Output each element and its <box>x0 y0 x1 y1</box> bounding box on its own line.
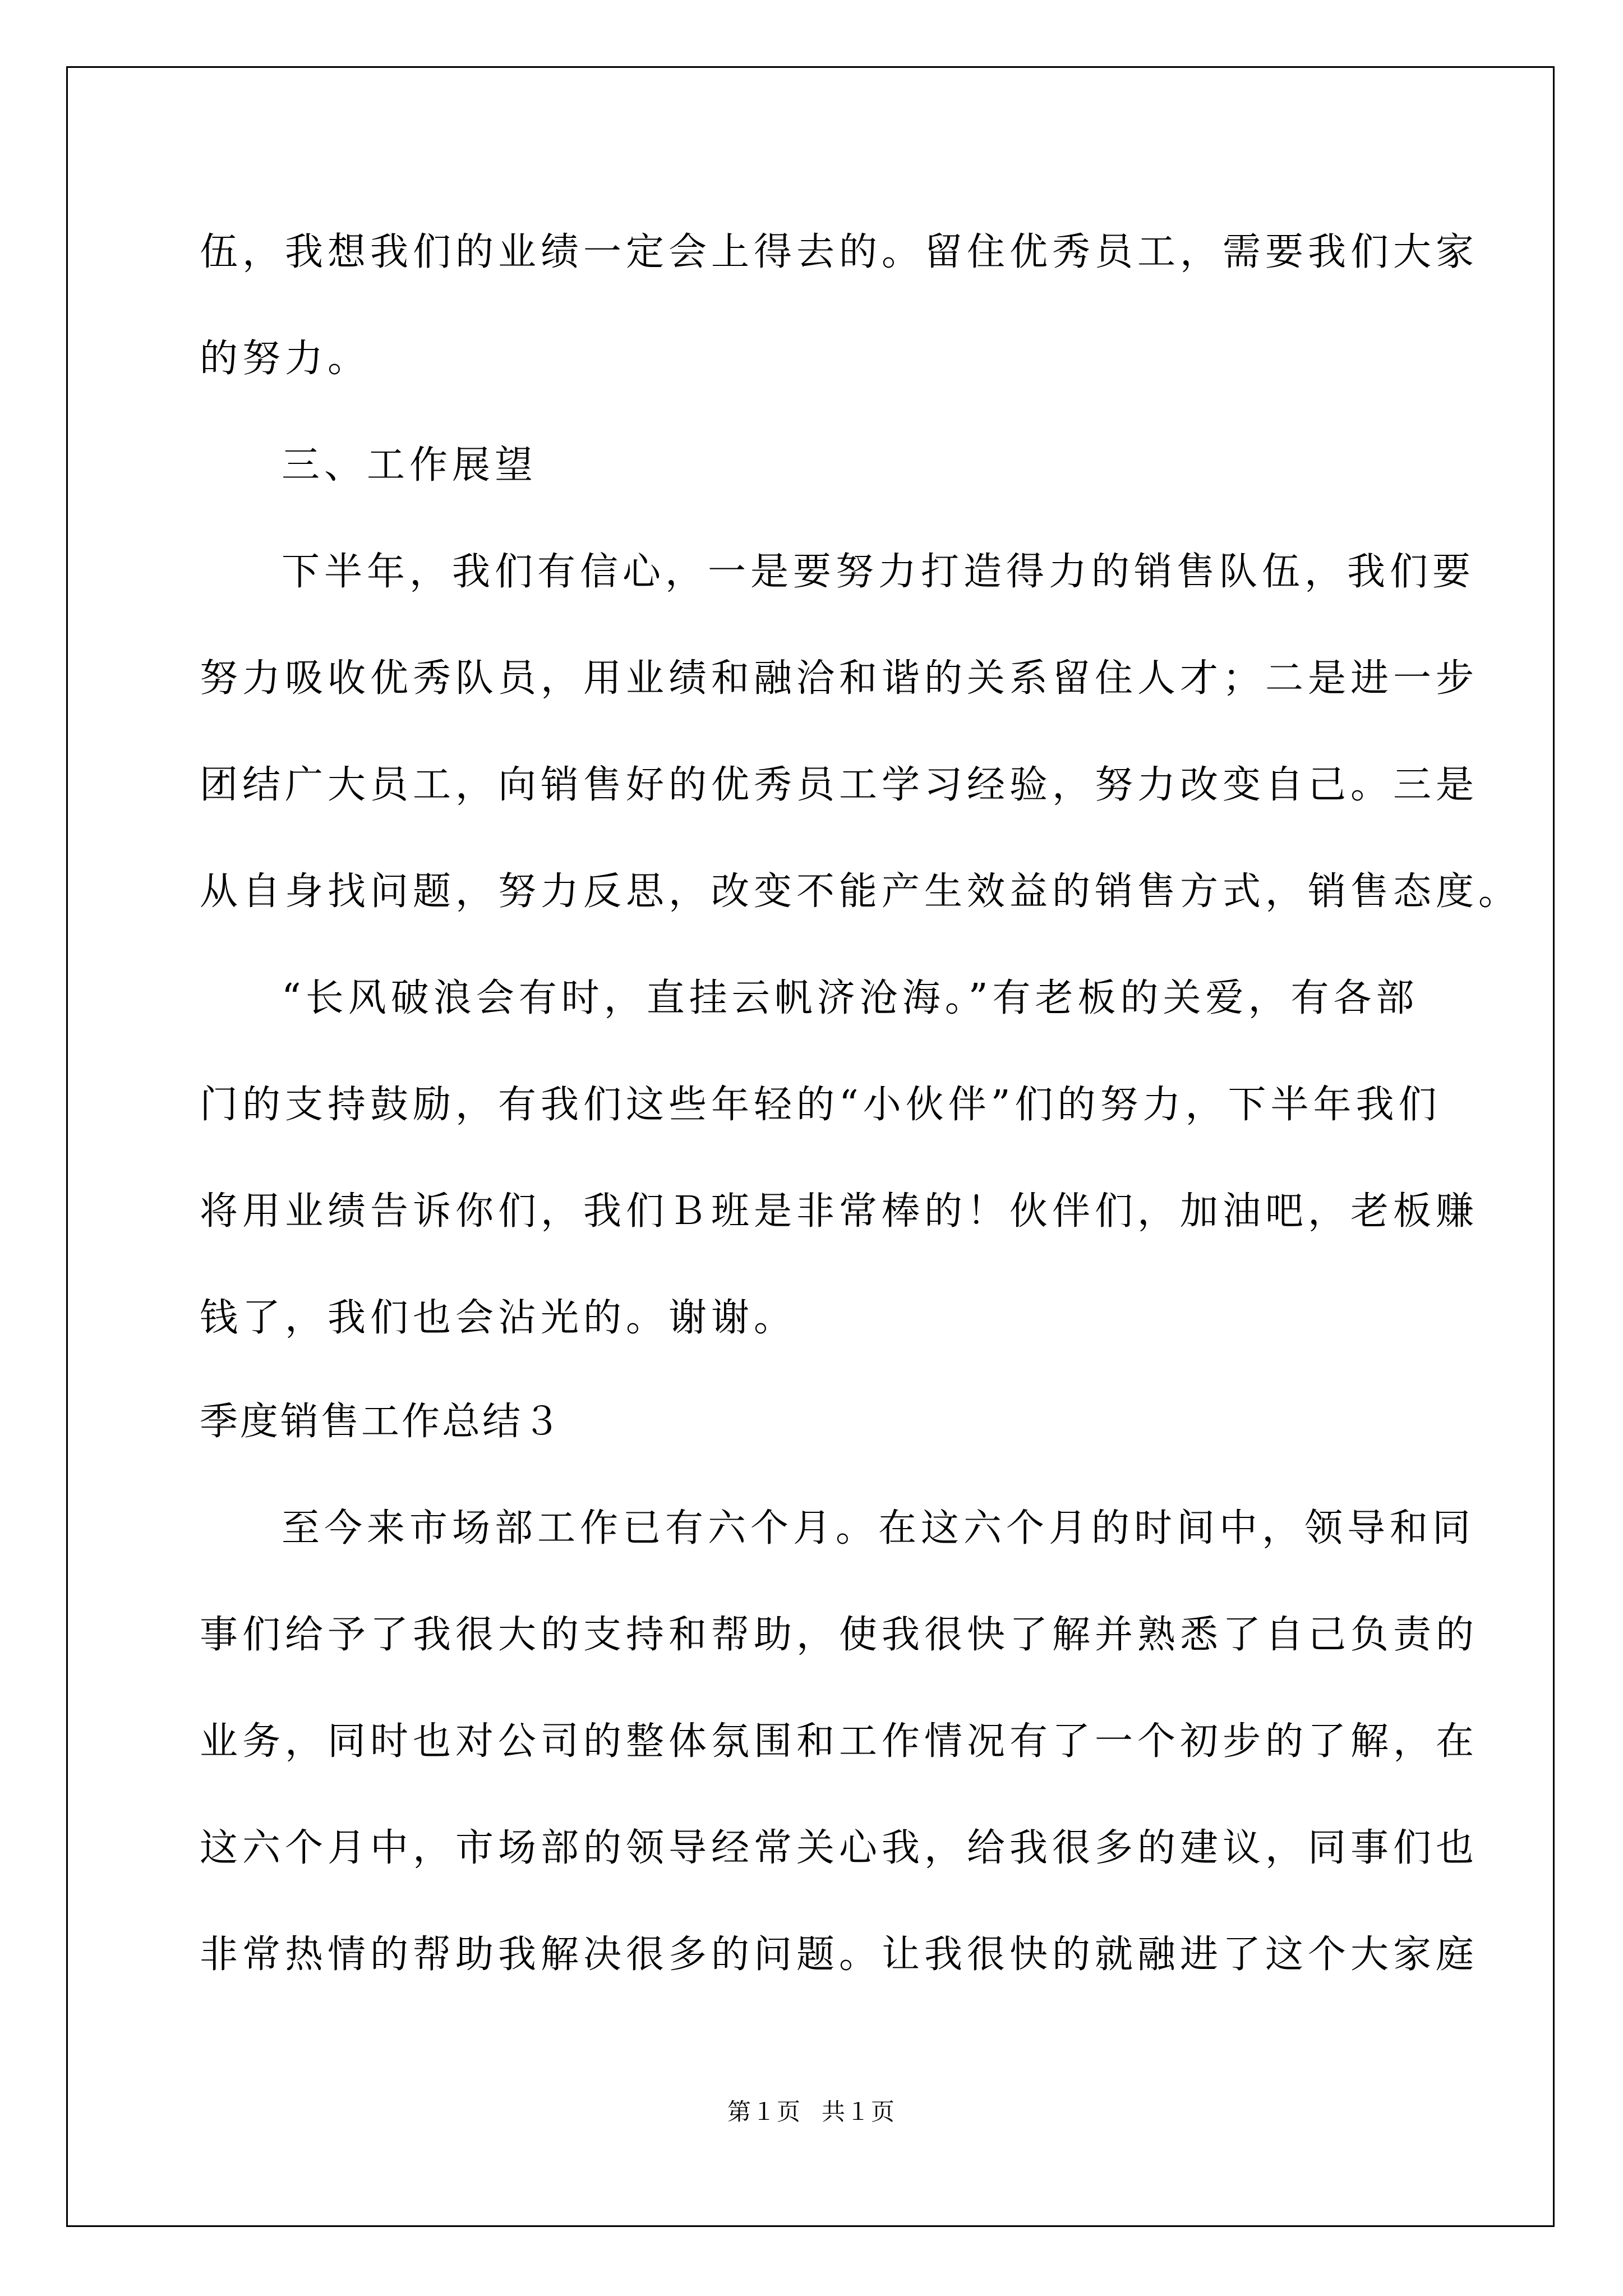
section-heading: 三、工作展望 <box>282 443 538 487</box>
paragraph-line: 非常热情的帮助我解决很多的问题。让我很快的就融进了这个大家庭 <box>200 1932 1479 1977</box>
paragraph-line: 钱了，我们也会沾光的。谢谢。 <box>200 1296 797 1340</box>
paragraph-line: 将用业绩告诉你们，我们Ｂ班是非常棒的！伙伴们，加油吧，老板赚 <box>200 1189 1479 1234</box>
paragraph-line: 的努力。 <box>200 337 371 381</box>
page-total: 共１页 <box>822 2098 896 2125</box>
paragraph-line: 伍，我想我们的业绩一定会上得去的。留住优秀员工，需要我们大家 <box>200 230 1479 274</box>
paragraph-line: “长风破浪会有时，直挂云帆济沧海。”有老板的关爱，有各部 <box>282 976 1419 1020</box>
page-footer <box>0 2098 1623 2126</box>
paragraph-line: 努力吸收优秀队员，用业绩和融洽和谐的关系留住人才；二是进一步 <box>200 656 1479 701</box>
section-title: 季度销售工作总结３ <box>200 1400 564 1444</box>
paragraph-line: 这六个月中，市场部的领导经常关心我，给我很多的建议，同事们也 <box>200 1826 1479 1870</box>
paragraph-line: 门的支持鼓励，有我们这些年轻的“小伙伴”们的努力，下半年我们 <box>200 1083 1441 1127</box>
page-current: 第１页 <box>727 2098 801 2125</box>
paragraph-line: 团结广大员工，向销售好的优秀员工学习经验，努力改变自己。三是 <box>200 763 1479 807</box>
paragraph-line: 从自身找问题，努力反思，改变不能产生效益的销售方式，销售态度。 <box>200 869 1521 914</box>
paragraph-line: 下半年，我们有信心，一是要努力打造得力的销售队伍，我们要 <box>282 550 1476 594</box>
paragraph-line: 至今来市场部工作已有六个月。在这六个月的时间中，领导和同 <box>282 1506 1476 1550</box>
paragraph-line: 业务，同时也对公司的整体氛围和工作情况有了一个初步的了解，在 <box>200 1719 1479 1764</box>
page-border <box>66 66 1555 2227</box>
paragraph-line: 事们给予了我很大的支持和帮助，使我很快了解并熟悉了自己负责的 <box>200 1613 1479 1657</box>
